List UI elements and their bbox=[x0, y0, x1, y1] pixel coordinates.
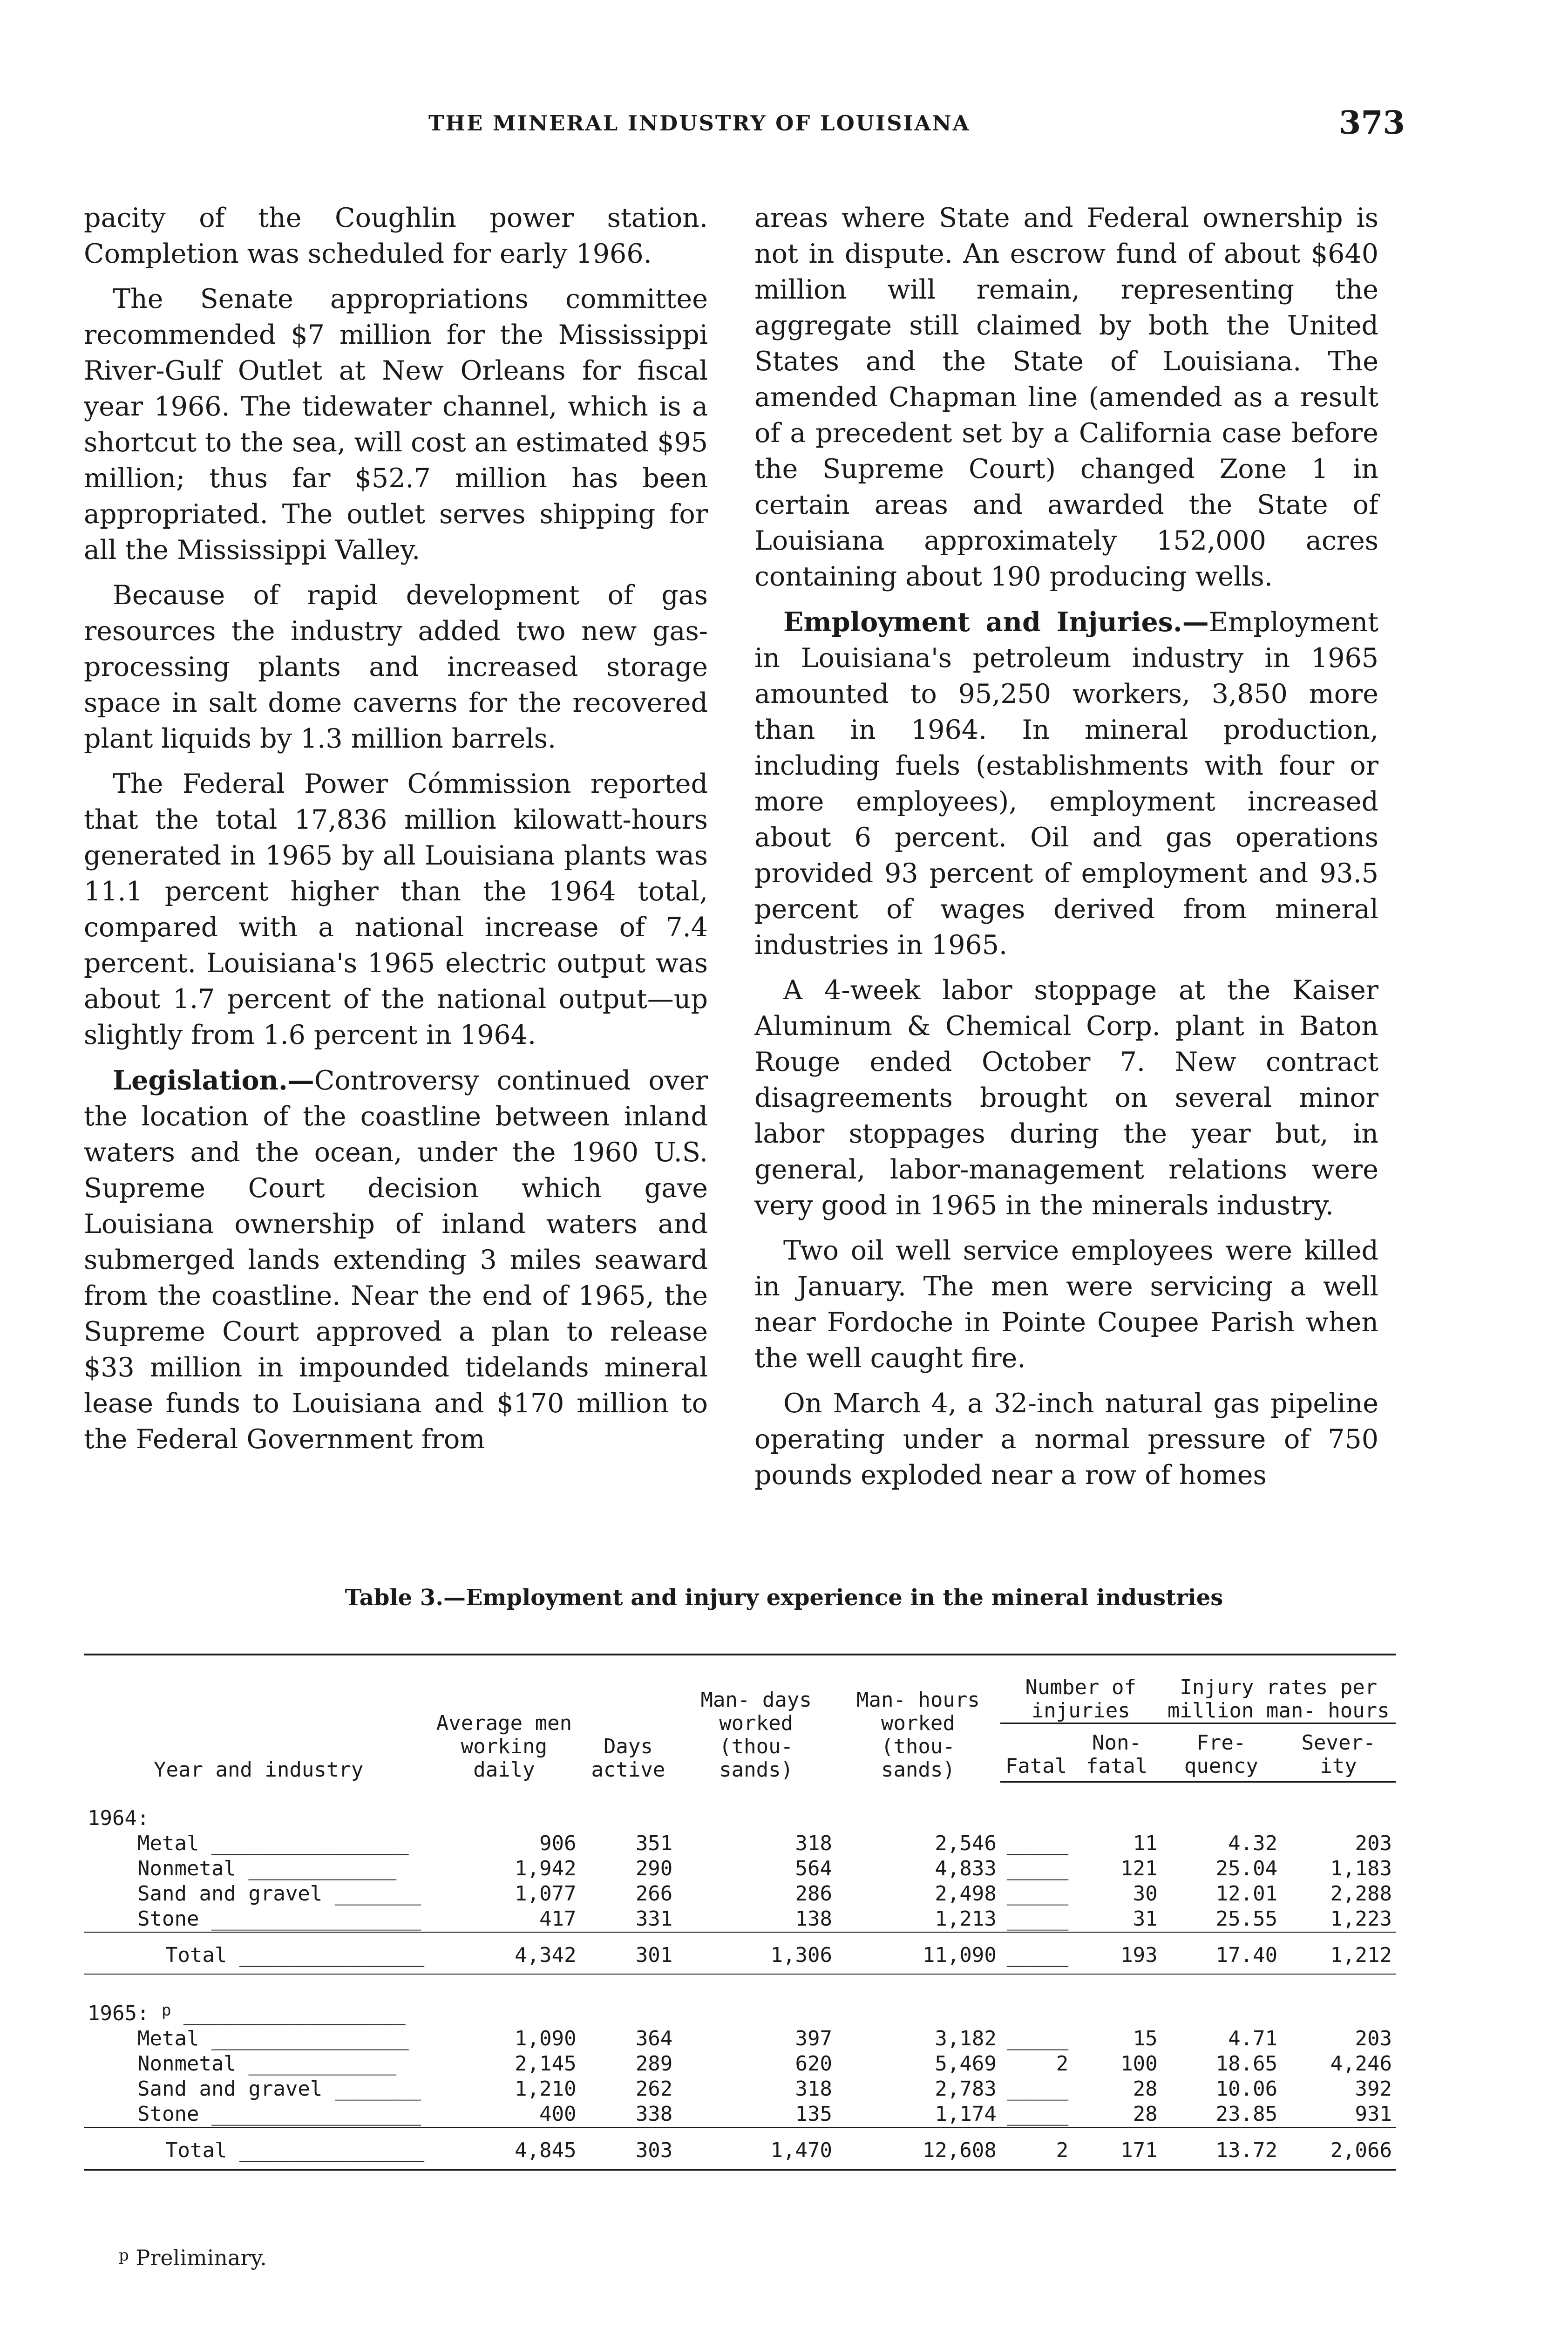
cell-man-hours: 3,182 bbox=[935, 2027, 997, 2050]
right-column bbox=[754, 200, 1378, 1503]
cell-man-hours: 2,546 bbox=[935, 1832, 997, 1855]
industry-cell: Stone _________________ bbox=[137, 1907, 421, 1931]
table-row bbox=[84, 1881, 1396, 1907]
cell-man-hours: 1,213 bbox=[935, 1907, 997, 1931]
col-header-frequency: Fre- quency bbox=[1161, 1723, 1281, 1782]
cell-frequency: 4.71 bbox=[1228, 2027, 1278, 2050]
page-number: 373 bbox=[1339, 104, 1405, 142]
cell-days: 331 bbox=[635, 1907, 673, 1931]
table-row bbox=[84, 1831, 1396, 1856]
cell-frequency: 12.01 bbox=[1215, 1882, 1278, 1906]
cell-man-days: 1,470 bbox=[676, 2127, 836, 2170]
col-header-fatal: Fatal bbox=[1000, 1723, 1072, 1782]
cell-man-days: 138 bbox=[795, 1907, 833, 1931]
industry-cell: Sand and gravel _______ bbox=[137, 1882, 421, 1906]
cell-men: 4,342 bbox=[428, 1932, 580, 1974]
cell-days: 290 bbox=[635, 1857, 673, 1880]
year-row-1964 bbox=[84, 1806, 1396, 1831]
cell-man-days: 397 bbox=[795, 2027, 833, 2050]
cell-man-hours: 2,498 bbox=[935, 1882, 997, 1906]
cell-fatal: _____ bbox=[1006, 2027, 1069, 2050]
total-row-1964 bbox=[84, 1932, 1396, 1974]
table-row bbox=[84, 1907, 1396, 1932]
col-header-year-industry: Year and industry bbox=[84, 1655, 428, 1782]
paragraph: A 4-week labor stoppage at the Kaiser Aluminum & Chemical Corp. plant in Baton Rouge ended October 7. New contract disagreements brought on several minor labor stoppages during the year but, in general, labor-management relations were very good in 1965 in the minerals industry. bbox=[754, 975, 1378, 1221]
cell-severity: 1,223 bbox=[1330, 1907, 1392, 1931]
cell-nonfatal: 30 bbox=[1133, 1882, 1158, 1906]
cell-man-hours: 2,783 bbox=[935, 2077, 997, 2101]
col-header-nonfatal: Non- fatal bbox=[1072, 1723, 1161, 1782]
cell-fatal: _____ bbox=[1006, 1832, 1069, 1855]
year-label: 1964: bbox=[88, 1806, 149, 1830]
cell-man-days: 318 bbox=[795, 2077, 833, 2101]
table-footnote: $^p$ Preliminary. bbox=[119, 2245, 267, 2270]
cell-fatal: _____ bbox=[1006, 1882, 1069, 1906]
cell-days: 338 bbox=[635, 2102, 673, 2126]
paragraph: Two oil well service employees were killed in January. The men were servicing a well near Fordoche in Pointe Coupee Parish when the well caught fire. bbox=[754, 1235, 1378, 1374]
industry-cell: Nonmetal ____________ bbox=[137, 2052, 397, 2076]
cell-days: 266 bbox=[635, 1882, 673, 1906]
cell-men: 1,090 bbox=[515, 2027, 577, 2050]
cell-frequency: 4.32 bbox=[1228, 1832, 1278, 1855]
cell-nonfatal: 171 bbox=[1072, 2127, 1161, 2170]
cell-days: 301 bbox=[580, 1932, 677, 1974]
cell-fatal: 2 bbox=[1000, 2127, 1072, 2170]
cell-days: 262 bbox=[635, 2077, 673, 2101]
table-spacer bbox=[84, 1974, 1396, 1998]
cell-days: 364 bbox=[635, 2027, 673, 2050]
paragraph: pacity of the Coughlin power station. Completion was scheduled for early 1966. bbox=[84, 203, 708, 269]
cell-frequency: 13.72 bbox=[1161, 2127, 1281, 2170]
cell-men: 1,942 bbox=[515, 1857, 577, 1880]
left-column bbox=[84, 200, 708, 1467]
cell-nonfatal: 28 bbox=[1133, 2077, 1158, 2101]
cell-frequency: 10.06 bbox=[1215, 2077, 1278, 2101]
paragraph: The Federal Power Cómmission reported that the total 17,836 million kilowatt-hours generated in 1965 by all Louisiana plants was 11.1 percent higher than the 1964 total, compared with a national increase of 7.4 percent. Louisiana's 1965 electric output was about 1.7 percent of the national output—up slightly from 1.6 percent in 1964. bbox=[84, 769, 708, 1050]
year-row-1965 bbox=[84, 1998, 1396, 2026]
cell-man-hours: 5,469 bbox=[935, 2052, 997, 2076]
cell-frequency: 23.85 bbox=[1215, 2102, 1278, 2126]
cell-man-hours: 12,608 bbox=[836, 2127, 1000, 2170]
paragraph-text: Controversy continued over the location of the coastline between inland waters and the ocean, under the 1960 U.S. Supreme Court decision which gave Louisiana ownership of inland waters and submerged lands extending 3 miles seaward from the coastline. Near the end of 1965, the Supreme Court approved a plan to release $33 million in impounded tidelands mineral lease funds to Louisiana and $170 million to the Federal Government from bbox=[84, 1065, 708, 1455]
col-header-man-days: Man- days worked (thou- sands) bbox=[676, 1655, 836, 1782]
employment-injury-table bbox=[84, 1654, 1396, 2171]
cell-fatal: _____ bbox=[1006, 1857, 1069, 1880]
table-row bbox=[84, 2077, 1396, 2102]
cell-fatal: 2 bbox=[1056, 2052, 1069, 2076]
running-head: THE MINERAL INDUSTRY OF LOUISIANA bbox=[428, 111, 971, 136]
cell-frequency: 18.65 bbox=[1215, 2052, 1278, 2076]
industry-cell: Metal ________________ bbox=[137, 1832, 409, 1855]
cell-severity: 1,183 bbox=[1330, 1857, 1392, 1880]
table-row bbox=[84, 2051, 1396, 2077]
paragraph: The Senate appropriations committee recommended $7 million for the Mississippi River-Gulf Outlet at New Orleans for fiscal year 1966. The tidewater channel, which is a shortcut to the sea, will cost an estimated $95 million; thus far $52.7 million has been appropriated. The outlet serves shipping for all the Mississippi Valley. bbox=[84, 284, 708, 565]
cell-severity: 931 bbox=[1355, 2102, 1392, 2126]
cell-severity: 392 bbox=[1355, 2077, 1392, 2101]
cell-man-days: 135 bbox=[795, 2102, 833, 2126]
col-header-average-men: Average men working daily bbox=[428, 1655, 580, 1782]
table-spacer bbox=[84, 1782, 1396, 1806]
industry-cell: Metal ________________ bbox=[137, 2027, 409, 2050]
cell-severity: 2,066 bbox=[1281, 2127, 1396, 2170]
industry-cell: Sand and gravel _______ bbox=[137, 2077, 421, 2101]
cell-man-hours: 4,833 bbox=[935, 1857, 997, 1880]
cell-nonfatal: 28 bbox=[1133, 2102, 1158, 2126]
cell-man-hours: 1,174 bbox=[935, 2102, 997, 2126]
cell-frequency: 25.04 bbox=[1215, 1857, 1278, 1880]
col-header-number-of-injuries: Number of injuries bbox=[1000, 1655, 1161, 1723]
col-header-severity: Sever- ity bbox=[1281, 1723, 1396, 1782]
paragraph: Because of rapid development of gas resources the industry added two new gas-processing plants and increased storage space in salt dome caverns for the recovered plant liquids by 1.3 million barrels. bbox=[84, 580, 708, 754]
paragraph-text: Employment in Louisiana's petroleum industry in 1965 amounted to 95,250 workers, 3,850 more than in 1964. In mineral production, including fuels (establishments with four or more employees), employment increased about 6 percent. Oil and gas operations provided 93 percent of employment and 93.5 percent of wages derived from mineral industries in 1965. bbox=[754, 607, 1378, 960]
year-label: 1965: $^p$ __________________ bbox=[88, 2001, 406, 2025]
section-heading-legislation: Legislation.— bbox=[113, 1065, 314, 1096]
cell-man-days: 286 bbox=[795, 1882, 833, 1906]
cell-severity: 1,212 bbox=[1281, 1932, 1396, 1974]
table-row bbox=[84, 2026, 1396, 2051]
cell-severity: 2,288 bbox=[1330, 1882, 1392, 1906]
cell-severity: 203 bbox=[1355, 1832, 1392, 1855]
col-header-man-hours: Man- hours worked (thou- sands) bbox=[836, 1655, 1000, 1782]
cell-frequency: 25.55 bbox=[1215, 1907, 1278, 1931]
cell-nonfatal: 11 bbox=[1133, 1832, 1158, 1855]
cell-men: 4,845 bbox=[428, 2127, 580, 2170]
cell-man-days: 620 bbox=[795, 2052, 833, 2076]
cell-nonfatal: 121 bbox=[1120, 1857, 1158, 1880]
section-heading-employment: Employment and Injuries.— bbox=[783, 606, 1209, 638]
cell-fatal: _____ bbox=[1006, 2102, 1069, 2126]
cell-nonfatal: 100 bbox=[1120, 2052, 1158, 2076]
industry-cell: Nonmetal ____________ bbox=[137, 1857, 397, 1880]
cell-man-days: 1,306 bbox=[676, 1932, 836, 1974]
cell-days: 303 bbox=[580, 2127, 677, 2170]
cell-man-hours: 11,090 bbox=[836, 1932, 1000, 1974]
cell-days: 351 bbox=[635, 1832, 673, 1855]
total-row-1965 bbox=[84, 2127, 1396, 2170]
table-title: Table 3.—Employment and injury experience in the mineral industries bbox=[345, 1585, 1223, 1611]
cell-men: 2,145 bbox=[515, 2052, 577, 2076]
cell-men: 906 bbox=[539, 1832, 577, 1855]
col-header-days-active: Days active bbox=[580, 1655, 677, 1782]
table-body-1964 bbox=[84, 1782, 1396, 1974]
cell-fatal: _____ bbox=[1000, 1932, 1072, 1974]
cell-men: 1,210 bbox=[515, 2077, 577, 2101]
cell-men: 400 bbox=[539, 2102, 577, 2126]
cell-severity: 4,246 bbox=[1330, 2052, 1392, 2076]
cell-man-days: 318 bbox=[795, 1832, 833, 1855]
cell-fatal: _____ bbox=[1006, 1907, 1069, 1931]
paragraph: On March 4, a 32-inch natural gas pipeline operating under a normal pressure of 750 pounds exploded near a row of homes bbox=[754, 1388, 1378, 1491]
cell-nonfatal: 15 bbox=[1133, 2027, 1158, 2050]
cell-frequency: 17.40 bbox=[1161, 1932, 1281, 1974]
industry-cell: Total _______________ bbox=[84, 1932, 428, 1974]
paragraph: areas where State and Federal ownership is not in dispute. An escrow fund of about $640 million will remain, representing the aggregate still claimed by both the United States and the State of Louisiana. The amended Chapman line (amended as a result of a precedent set by a California case before the Supreme Court) changed Zone 1 in certain areas and awarded the State of Louisiana approximately 152,000 acres containing about 190 producing wells. bbox=[754, 203, 1378, 592]
table-row bbox=[84, 1856, 1396, 1881]
cell-men: 1,077 bbox=[515, 1882, 577, 1906]
industry-cell: Total _______________ bbox=[84, 2127, 428, 2170]
cell-nonfatal: 31 bbox=[1133, 1907, 1158, 1931]
cell-days: 289 bbox=[635, 2052, 673, 2076]
paragraph-employment bbox=[754, 604, 1378, 963]
paragraph-legislation bbox=[84, 1062, 708, 1457]
table-body-1965 bbox=[84, 1974, 1396, 2170]
cell-fatal: _____ bbox=[1006, 2077, 1069, 2101]
col-header-injury-rates: Injury rates per million man- hours bbox=[1161, 1655, 1396, 1723]
industry-cell: Stone _________________ bbox=[137, 2102, 421, 2126]
cell-men: 417 bbox=[539, 1907, 577, 1931]
table-row bbox=[84, 2102, 1396, 2127]
cell-severity: 203 bbox=[1355, 2027, 1392, 2050]
cell-nonfatal: 193 bbox=[1072, 1932, 1161, 1974]
cell-man-days: 564 bbox=[795, 1857, 833, 1880]
